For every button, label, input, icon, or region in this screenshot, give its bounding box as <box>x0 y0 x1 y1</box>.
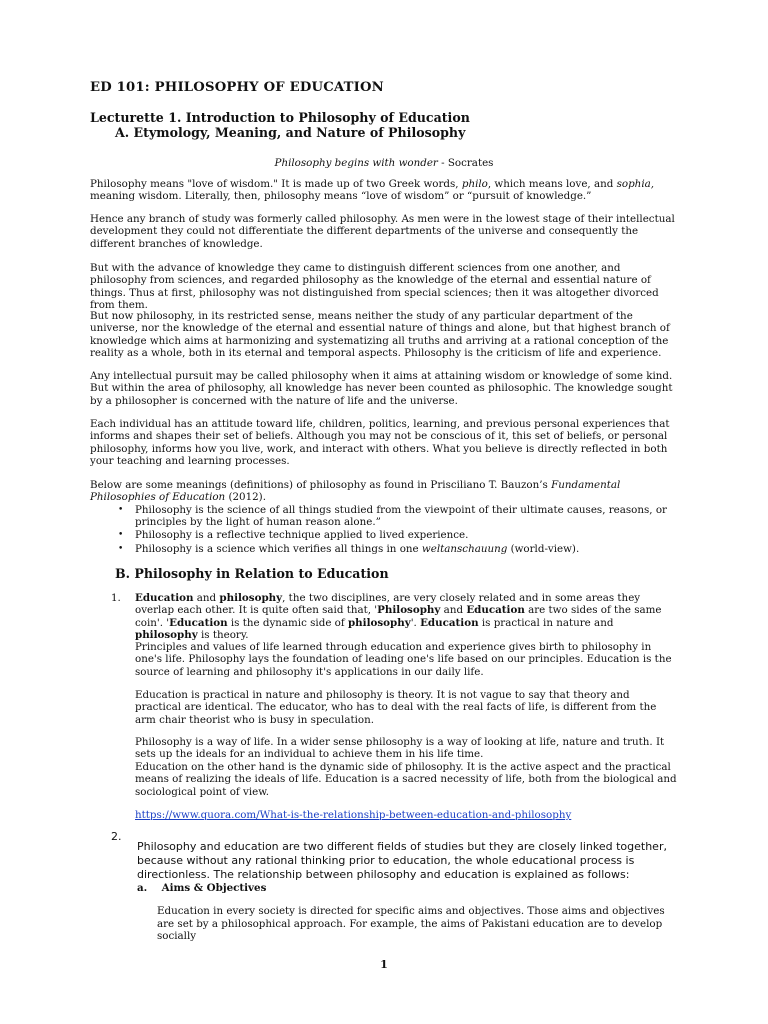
section-a-title: A. Etymology, Meaning, and Nature of Philosophy <box>115 125 466 140</box>
bullet-marker: • <box>118 530 124 540</box>
item-1-paragraph-2: Principles and values of life learned through education and experience gives birth to philosophy in one's life. Philosophy lays the foundation of leading one's life based on our principles. Education is the source of learning and philosophy it's applications in our daily life. <box>135 641 672 678</box>
item-1-paragraph-4a: Philosophy is a way of life. In a wider sense philosophy is a way of looking at life, nature and truth. It sets up the ideals for an individual to achieve them in his life time. <box>135 736 665 761</box>
bullet-3: Philosophy is a science which verifies all things in one weltanschauung (world-view). <box>135 543 580 555</box>
page-number: 1 <box>380 958 388 971</box>
paragraph-6: Each individual has an attitude toward life, children, politics, learning, and previous personal experiences that informs and shapes their set of beliefs. Although you may not be conscious of it, this set of beliefs, or personal philosophy, informs how you live, work, and interact with others. What you believe is directly reflected in both your teaching and learning processes. <box>90 418 670 467</box>
course-title: ED 101: PHILOSOPHY OF EDUCATION <box>90 80 384 95</box>
item-1-paragraph: Education and philosophy, the two disciplines, are very closely related and in some areas they overlap each other. It is quite often said that, 'Philosophy and Education are two sides of the same coin'. 'Education is the dynamic side of philosophy'. Education is practical in nature and philosophy is theory. <box>135 592 662 641</box>
paragraph-3: But with the advance of knowledge they came to distinguish different sciences from one another, and philosophy from sciences, and regarded philosophy as the knowledge of the eternal and essential nature of things. Thus at first, philosophy was not distinguished from special sciences; then it was altogether divorced from them. <box>90 262 659 311</box>
epigraph <box>0 157 768 169</box>
paragraph-7: Below are some meanings (definitions) of philosophy as found in Prisciliano T. Bauzon’s Fundamental Philosophies of Education (2012). <box>90 479 621 504</box>
section-b-title: B. Philosophy in Relation to Education <box>115 566 389 581</box>
bullet-1: Philosophy is the science of all things studied from the viewpoint of their ultimate causes, reasons, or principles by the light of human reason alone.” <box>135 504 667 529</box>
paragraph-4: But now philosophy, in its restricted sense, means neither the study of any particular department of the universe, nor the knowledge of the eternal and essential nature of things and alone, but that highest branch of knowledge which aims at harmonizing and systematizing all truths and arriving at a rational conception of the reality as a whole, both in its eternal and temporal aspects. Philosophy is the criticism of life and experience. <box>90 310 670 359</box>
subsection-a-text: Education in every society is directed for specific aims and objectives. Those aims and objectives are set by a philosophical approach. For example, the aims of Pakistani education are to develop socially <box>157 905 665 942</box>
bullet-marker: • <box>118 505 124 515</box>
item-1-number: 1. <box>111 592 121 604</box>
item-1-paragraph-4b: Education on the other hand is the dynamic side of philosophy. It is the active aspect and the practical means of realizing the ideals of life. Education is a sacred necessity of life, both from the biological and sociological point of view. <box>135 761 677 798</box>
bullet-marker: • <box>118 544 124 554</box>
paragraph-1: Philosophy means "love of wisdom." It is made up of two Greek words, philo, which means love, and sophia, meaning wisdom. Literally, then, philosophy means “love of wisdom” or “pursuit of knowledge.” <box>90 178 655 203</box>
paragraph-2: Hence any branch of study was formerly called philosophy. As men were in the lowest stage of their intellectual development they could not differentiate the different departments of the universe and consequently the different branches of knowledge. <box>90 213 675 250</box>
quote-text: Philosophy begins with wonder <box>274 157 438 169</box>
lecturette-title: Lecturette 1. Introduction to Philosophy of Education <box>90 110 470 125</box>
paragraph-5: Any intellectual pursuit may be called philosophy when it aims at attaining wisdom or knowledge of some kind. But within the area of philosophy, all knowledge has never been counted as philosophic. The knowledge sought by a philosopher is concerned with the nature of life and the universe. <box>90 370 673 407</box>
item-2-paragraph: Philosophy and education are two different fields of studies but they are closely linked together, because without any rational thinking prior to education, the whole educational process is directionless. The relationship between philosophy and education is explained as follows: <box>137 840 667 882</box>
subsection-a-heading: a. Aims & Objectives <box>137 882 267 894</box>
quora-reference-link[interactable]: https://www.quora.com/What-is-the-relationship-between-education-and-philosophy <box>135 809 572 821</box>
item-2-number: 2. <box>111 830 122 843</box>
bullet-2: Philosophy is a reflective technique applied to lived experience. <box>135 529 469 541</box>
quote-author: - Socrates <box>437 157 494 169</box>
item-1-paragraph-3: Education is practical in nature and philosophy is theory. It is not vague to say that theory and practical are identical. The educator, who has to deal with the real facts of life, is different from the arm chair theorist who is busy in speculation. <box>135 689 657 726</box>
